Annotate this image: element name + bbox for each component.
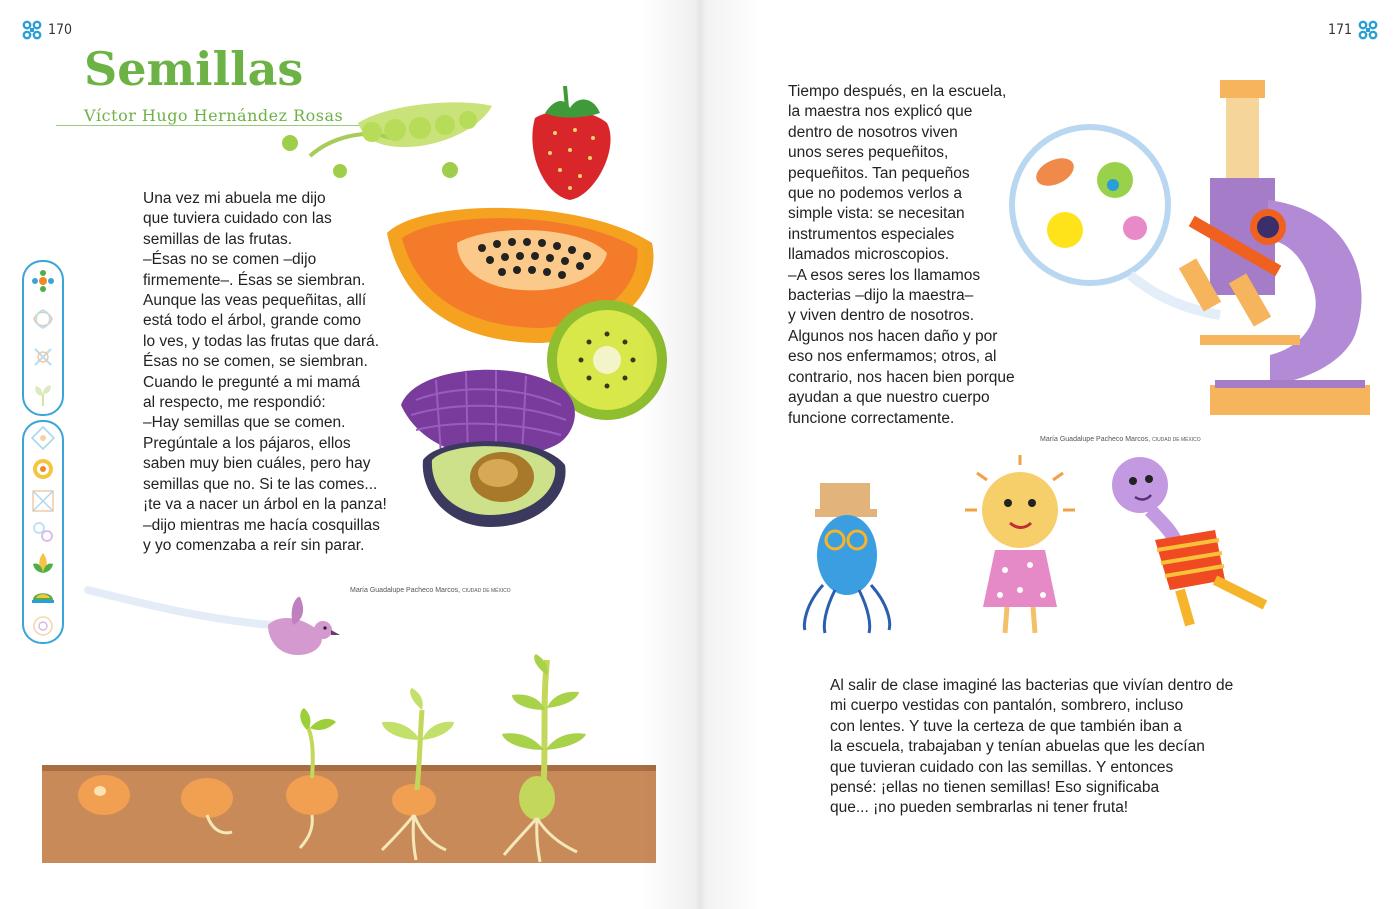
credit-place: CIUDAD DE MÉXICO — [462, 588, 511, 594]
yellow-bacterium-character — [965, 455, 1075, 633]
story-paragraph: Una vez mi abuela me dijo que tuviera cuidado con las semillas de las frutas. –Ésas no se comen –dijo firmemente–. Ésas se siembran. Aunque las veas pequeñitas, allí está todo el árbol, grande como lo ves, y todas las frutas que dará. Ésas no se comen, se siembran. Cuando le pregunté a mi mamá al respecto, me respondió: –Hay semillas que se comen. Pregúntale a los pájaros, ellos saben muy bien cuáles, pero hay semillas que no. Si te las comes... ¡te va a nacer un árbol en la panza! –dijo mientras me hacía cosquillas y yo comenzaba a reír sin parar. — [143, 190, 387, 554]
credit-name: María Guadalupe Pacheco Marcos, — [1040, 436, 1153, 443]
bacteria-characters-illustration — [795, 455, 1305, 645]
page-number-right — [1328, 20, 1378, 40]
page-number-text: 170 — [48, 22, 73, 38]
credit-place: CIUDAD DE MÉXICO — [1152, 437, 1201, 443]
story-paragraph: Tiempo después, en la escuela, la maestra nos explicó que dentro de nosotros viven unos seres pequeñitos, pequeñitos. Tan pequeños que no podemos verlos a simple vista: se necesitan instrumentos especiales llamados microscopios. –A esos seres los llamamos bacterias –dijo la maestra– y viven dentro de nosotros. Algunos nos hacen daño y por eso nos enfermamos; otros, al contrario, nos hacen bien porque ayudan a que nuestro cuerpo funcione correctamente. — [788, 83, 1015, 427]
sidebar-theme-group-2 — [22, 420, 64, 644]
sun-circle-icon — [30, 613, 56, 639]
turtle-icon — [30, 582, 56, 608]
chapter-ornament-icon — [22, 20, 42, 40]
page-number-left — [22, 20, 72, 40]
page-number-text: 171 — [1327, 22, 1352, 38]
knot-icon — [30, 306, 56, 332]
story-title: Semillas — [84, 42, 304, 96]
strawberry-illustration — [515, 78, 625, 208]
diamond-pattern-icon — [30, 425, 56, 451]
avocado-illustration — [420, 435, 570, 530]
story-paragraph: Al salir de clase imaginé las bacterias que vivían dentro de mi cuerpo vestidas con pantalón, sombrero, incluso con lentes. Y tuve la certeza de que también iban a la escuela, trabajaban y tenían abuelas que les decían que tuvieran cuidado con las semillas. Y entonces pensé: ¡ellas no tienen semillas! Eso significaba que... ¡no pueden sembrarlas ni tener fruta! — [830, 677, 1234, 817]
pea-pod-illustration — [270, 98, 510, 188]
story-author: Víctor Hugo Hernández Rosas — [84, 106, 344, 125]
swirl-icon — [30, 519, 56, 545]
illustration-credit-left — [350, 587, 511, 594]
cross-pattern-icon — [30, 488, 56, 514]
credit-name: María Guadalupe Pacheco Marcos, — [350, 587, 463, 594]
chapter-ornament-icon — [1358, 20, 1378, 40]
illustration-credit-right — [1040, 436, 1201, 443]
story-text-right-bottom — [830, 676, 1290, 819]
leaf-sprout-icon — [30, 382, 56, 408]
purple-bacterium-character — [1112, 457, 1265, 625]
microscope-illustration — [1010, 80, 1380, 425]
right-page — [700, 0, 1400, 909]
spiral-icon — [30, 456, 56, 482]
sidebar-theme-group-1 — [22, 260, 64, 416]
sprout-flower-icon — [30, 268, 56, 294]
seed-growth-illustration — [42, 650, 656, 863]
cross-knot-icon — [30, 344, 56, 370]
blue-bacterium-character — [804, 483, 889, 633]
lotus-icon — [30, 550, 56, 576]
